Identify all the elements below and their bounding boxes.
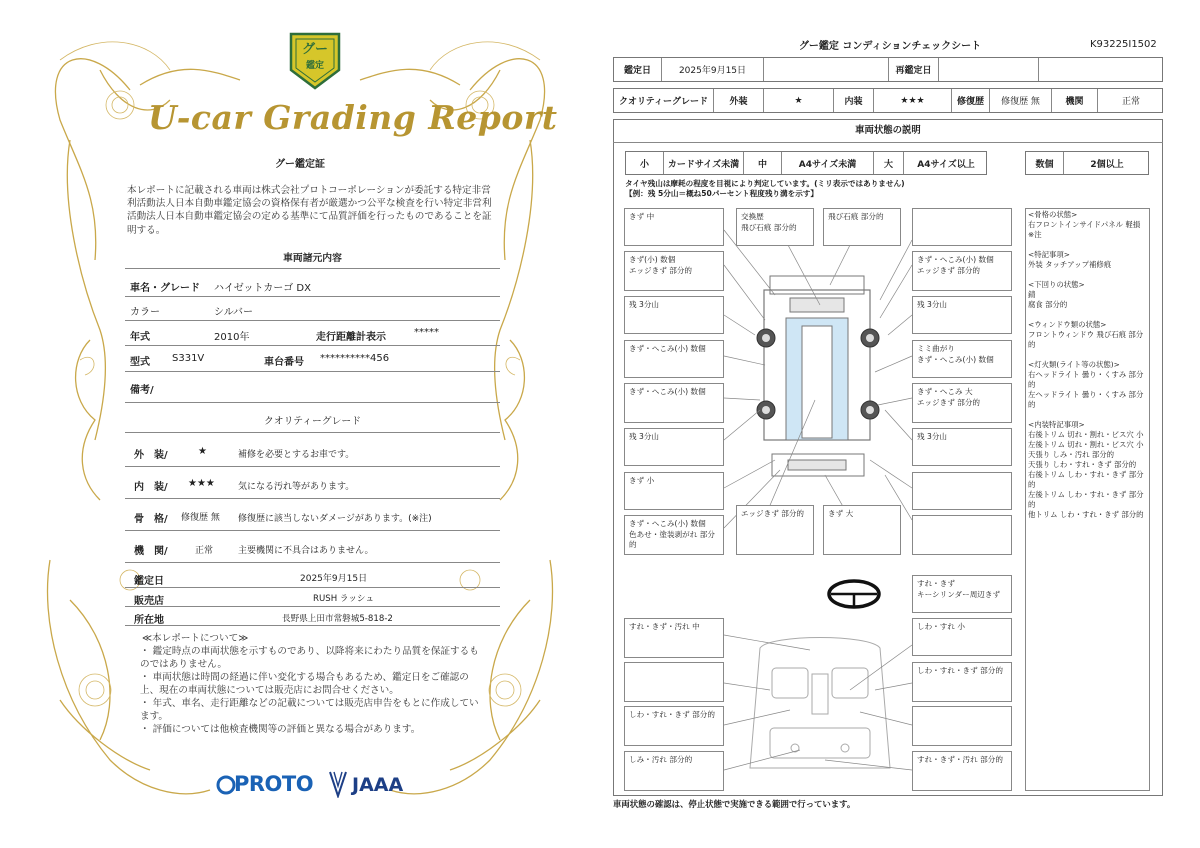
damage-box: [912, 706, 1012, 746]
note-line: 腐食 部分的: [1028, 300, 1068, 309]
certificate-intro: 本レポートに記載される車両は株式会社プロトコーポレーションが委託する特定非営利活動法人日本自動車鑑定協会の資格保有者が厳選かつ公平な検査を行い特定非営利活動法人日本自動車鑑定協会の定める基準にて品質評価を行ったものであることを証明する。: [127, 185, 492, 236]
damage-label: エッジきず 部分的: [917, 397, 981, 407]
note-item: ・ 年式、車名、走行距離などの記載については販売店申告をもとに作成しています。: [140, 698, 479, 722]
note-spacer: [1028, 310, 1150, 320]
remarks-label: 備考/: [130, 385, 154, 396]
repair-label: 修復歴: [952, 89, 990, 112]
note-line: 右フロントインサイドパネル 軽損: [1028, 220, 1141, 229]
damage-label: きず・へこみ(小) 数個: [629, 387, 706, 396]
damage-box: [912, 751, 1012, 791]
damage-box: [912, 618, 1012, 656]
condition-check-sheet: [600, 0, 1200, 848]
damage-label: しわ・すれ・きず 部分的: [629, 710, 715, 719]
divider: [125, 320, 500, 321]
legend-mid: 中: [744, 152, 782, 174]
specs-heading: 車両諸元内容: [283, 253, 342, 264]
note-line: 他トリム しわ・すれ・きず 部分的: [1028, 510, 1144, 519]
quality-heading: クオリティーグレード: [264, 416, 361, 427]
damage-label: きず・へこみ(小) 数個: [917, 354, 994, 364]
damage-label: 残 3分山: [629, 300, 660, 309]
damage-label: 残 3分山: [917, 300, 948, 309]
damage-label: しわ・すれ 小: [917, 622, 965, 631]
damage-label: すれ・きず・汚れ 中: [629, 622, 700, 631]
note-line: <内装特記事項>: [1028, 420, 1085, 429]
legend-count: 数個: [1026, 152, 1064, 174]
damage-label: 色あせ・塗装剥がれ 部分的: [629, 529, 715, 549]
tire-note-1: タイヤ残山は摩耗の程度を目視により判定しています。(ミリ表示ではありません): [625, 179, 905, 188]
note-item: ・ 評価については他検査機関等の評価と異なる場合があります。: [140, 724, 421, 735]
note-line: 左後トリム 切れ・割れ・ビス穴 小: [1028, 440, 1144, 449]
note-line: 外装 タッチアップ補修痕: [1028, 260, 1112, 269]
damage-label: キーシリンダー周辺きず: [917, 589, 1001, 599]
damage-box: [624, 662, 724, 702]
engine-label: 機 関/: [134, 546, 168, 557]
quality-label: クオリティーグレード: [614, 89, 714, 112]
divider: [125, 296, 500, 297]
ext-label: 外装: [714, 89, 764, 112]
damage-label: 残 3分山: [917, 432, 948, 441]
interior-stars: ★★★: [188, 478, 215, 489]
notes-list: [1028, 210, 1150, 520]
note-line: <下回りの状態>: [1028, 280, 1085, 289]
note-line: フロントウィンドウ 飛び石痕 部分的: [1028, 330, 1144, 349]
note-line: <ウィンドウ類の状態>: [1028, 320, 1107, 329]
damage-label: エッジきず 部分的: [917, 265, 981, 275]
legend-mid-desc: A4サイズ未満: [782, 152, 874, 174]
frame-label: 骨 格/: [134, 514, 168, 525]
chassis-value: **********456: [320, 353, 390, 364]
jaaa-logo: JAAA: [352, 774, 404, 796]
divider: [125, 345, 500, 346]
appraisal-date-label: 鑑定日: [134, 576, 164, 587]
note-line: <特記事項>: [1028, 250, 1070, 259]
engine-value: 正常: [195, 546, 214, 556]
damage-label: ミミ曲がり: [917, 344, 955, 353]
model-value: S331V: [172, 353, 205, 364]
exterior-label: 外 装/: [134, 450, 168, 461]
year-label: 年式: [130, 332, 150, 343]
damage-label: きず 大: [828, 509, 854, 518]
legend-count-desc: 2個以上: [1090, 159, 1124, 170]
note-spacer: [1028, 270, 1150, 280]
note-line: 左ヘッドライト 曇り・くすみ 部分的: [1028, 390, 1144, 409]
legend-small-desc: カードサイズ未満: [664, 152, 744, 174]
tire-note-2: 【例：残 5分山＝概ね50パーセント程度残り溝を示す】: [625, 189, 818, 198]
legend-small: 小: [626, 152, 664, 174]
description-heading: 車両状態の説明: [613, 119, 1163, 143]
damage-label: きず・へこみ(小) 数個: [629, 519, 706, 528]
damage-label: 飛び石痕 部分的: [741, 222, 797, 232]
exterior-desc: 補修を必要とするお車です。: [238, 450, 355, 460]
damage-box: [624, 706, 724, 746]
note-line: <灯火類(ライト等の状態)>: [1028, 360, 1120, 369]
damage-label: きず 中: [629, 212, 655, 221]
damage-label: 飛び石痕 部分的: [828, 212, 884, 221]
legend-large-desc: A4サイズ以上: [917, 159, 975, 170]
model-label: 型式: [130, 357, 150, 368]
damage-label: すれ・きず: [917, 579, 955, 588]
note-line: <骨格の状態>: [1028, 210, 1078, 219]
sheet-id: K93225I1502: [1090, 39, 1157, 50]
note-spacer: [1028, 240, 1150, 250]
proto-logo-icon: [216, 775, 236, 795]
damage-box: [624, 751, 724, 791]
note-line: 右後トリム しわ・すれ・きず 部分的: [1028, 470, 1144, 489]
damage-label: きず・へこみ(小) 数個: [917, 255, 994, 264]
badge-bottom-text: 鑑定: [305, 61, 324, 71]
note-line: 錆: [1028, 290, 1036, 299]
name-value: ハイゼットカーゴ DX: [214, 283, 311, 294]
badge-top-text: グー: [301, 42, 328, 57]
damage-label: しわ・すれ・きず 部分的: [917, 666, 1003, 675]
note-item: ・ 車両状態は時間の経過に伴い変化する場合もあるため、鑑定日をご確認の上、現在の車両状態については販売店にお問合せください。: [140, 672, 469, 696]
dealer-label: 販売店: [134, 596, 164, 607]
color-value: シルバー: [214, 307, 254, 318]
note-item: ・ 鑑定時点の車両状態を示すものであり、以降将来にわたり品質を保証するものではありません。: [140, 646, 479, 670]
proto-logo: PROTO: [234, 772, 314, 796]
damage-label: きず・へこみ 大: [917, 387, 973, 396]
damage-box: [624, 618, 724, 658]
damage-label: きず・へこみ(小) 数個: [629, 344, 706, 353]
damage-label: エッジきず 部分的: [741, 509, 805, 518]
legend-large: 大: [874, 152, 904, 174]
int-value: ★★★: [874, 89, 952, 112]
interior-desc: 気になる汚れ等があります。: [238, 482, 355, 492]
divider: [125, 498, 500, 499]
divider: [125, 402, 500, 403]
damage-label: すれ・きず・汚れ 部分的: [917, 755, 1003, 764]
int-label: 内装: [834, 89, 874, 112]
appraisal-date-value: 2025年9月15日: [300, 574, 368, 584]
name-label: 車名・グレード: [130, 283, 200, 294]
note-line: ※注: [1028, 230, 1042, 239]
note-spacer: [1028, 410, 1150, 420]
note-line: 天張り しみ・汚れ 部分的: [1028, 450, 1114, 459]
note-line: 天張り しわ・すれ・きず 部分的: [1028, 460, 1137, 469]
odometer-label: 走行距離計表示: [316, 332, 386, 343]
damage-label: エッジきず 部分的: [629, 265, 693, 275]
damage-label: 交換歴: [741, 212, 764, 221]
note-line: 右ヘッドライト 曇り・くすみ 部分的: [1028, 370, 1144, 389]
divider: [125, 371, 500, 372]
frame-desc: 修復歴に該当しないダメージがあります。(※注): [238, 514, 432, 524]
divider: [125, 530, 500, 531]
sheet-footer: 車両状態の確認は、停止状態で実施できる範囲で行っています。: [613, 799, 856, 809]
note-spacer: [1028, 350, 1150, 360]
certificate-title: グー鑑定証: [275, 159, 325, 170]
script-title: U-car Grading Report: [148, 98, 558, 137]
dealer-value: RUSH ラッシュ: [313, 594, 374, 604]
divider: [125, 466, 500, 467]
address-label: 所在地: [134, 615, 164, 626]
notes-heading: ≪本レポートについて≫: [142, 633, 249, 644]
damage-label: きず 小: [629, 476, 655, 485]
damage-label: しみ・汚れ 部分的: [629, 755, 693, 764]
odometer-value: *****: [414, 327, 439, 338]
color-label: カラー: [130, 307, 160, 318]
exterior-stars: ★: [198, 446, 207, 457]
divider: [125, 606, 500, 607]
divider: [125, 562, 500, 563]
date-value: 2025年9月15日: [662, 58, 764, 81]
note-line: 左後トリム しわ・すれ・きず 部分的: [1028, 490, 1144, 509]
interior-label: 内 装/: [134, 482, 168, 493]
reappraisal-label: 再鑑定日: [889, 58, 939, 81]
divider: [125, 432, 500, 433]
frame-value: 修復歴 無: [181, 513, 220, 523]
sheet-title: グー鑑定 コンディションチェックシート: [798, 41, 982, 52]
ext-value: ★: [764, 89, 834, 112]
damage-box: [912, 662, 1012, 702]
damage-label: きず(小) 数個: [629, 255, 676, 264]
divider: [125, 587, 500, 588]
engine-value: 正常: [1121, 97, 1140, 107]
divider: [125, 268, 500, 269]
repair-value: 修復歴 無: [990, 89, 1052, 112]
date-label: 鑑定日: [614, 58, 662, 81]
engine-label: 機関: [1052, 89, 1098, 112]
jaaa-logo-icon: [326, 770, 350, 798]
year-value: 2010年: [214, 332, 250, 343]
divider: [125, 625, 500, 626]
chassis-label: 車台番号: [264, 357, 304, 368]
address-value: 長野県上田市常磐城5-818-2: [282, 614, 393, 624]
note-line: 右後トリム 切れ・割れ・ビス穴 小: [1028, 430, 1144, 439]
engine-desc: 主要機関に不具合はありません。: [238, 546, 374, 556]
damage-label: 残 3分山: [629, 432, 660, 441]
